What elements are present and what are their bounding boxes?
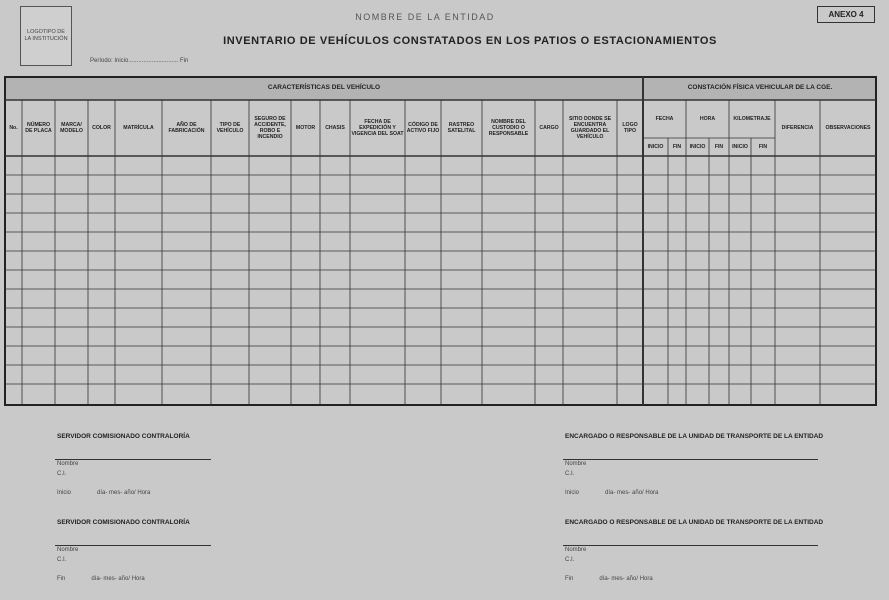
- column-subheader: FIN: [714, 143, 724, 150]
- signature-name-label: Nombre: [57, 461, 79, 467]
- signature-name-label: Nombre: [57, 547, 79, 553]
- column-subheader: INICIO: [732, 143, 748, 150]
- signature-line: [563, 545, 818, 546]
- column-header: FECHA DE EXPEDICIÓN Y VIGENCIA DEL SOAT: [351, 118, 404, 138]
- signature-title: SERVIDOR COMISIONADO CONTRALORÍA: [57, 519, 190, 526]
- column-header: NÚMERO DE PLACA: [25, 121, 52, 134]
- signature-title: SERVIDOR COMISIONADO CONTRALORÍA: [57, 433, 190, 440]
- entity-name: NOMBRE DE LA ENTIDAD: [355, 12, 495, 22]
- signature-name-label: Nombre: [565, 461, 587, 467]
- column-subheader: FIN: [672, 143, 682, 150]
- column-header: NOMBRE DEL CUSTODIO O RESPONSABLE: [488, 118, 529, 138]
- column-header: AÑO DE FABRICACIÓN: [168, 121, 205, 134]
- signature-date-line: Fin día- mes- año/ Hora: [57, 576, 145, 582]
- column-header: CÓDIGO DE ACTIVO FIJO: [406, 121, 440, 134]
- signature-title: ENCARGADO O RESPONSABLE DE LA UNIDAD DE TRANSPORTE DE LA ENTIDAD: [565, 433, 824, 440]
- column-header: COLOR: [92, 124, 111, 131]
- column-header: MARCA/ MODELO: [60, 121, 83, 134]
- column-header: CHASIS: [325, 124, 345, 131]
- column-header: TIPO DE VEHÍCULO: [216, 121, 244, 134]
- signature-ci-label: C.I.: [57, 557, 67, 563]
- column-header: SEGURO DE ACCIDENTE, ROBO E INCENDIO: [254, 115, 286, 141]
- signature-date-line: Inicio día- mes- año/ Hora: [57, 490, 151, 496]
- column-subheader: INICIO: [647, 143, 664, 150]
- period-line: Período: Inicio.............................. Fin: [90, 58, 189, 64]
- column-header: OBSERVACIONES: [825, 124, 871, 131]
- signature-ci-label: C.I.: [565, 557, 575, 563]
- signature-line: [55, 545, 211, 546]
- column-group-header: FECHA: [655, 115, 674, 122]
- signature-name-label: Nombre: [565, 547, 587, 553]
- signature-date-line: Fin día- mes- año/ Hora: [565, 576, 653, 582]
- signature-ci-label: C.I.: [565, 471, 575, 477]
- column-group-header: HORA: [699, 115, 716, 122]
- column-group-header: KILOMETRAJE: [733, 115, 771, 122]
- page-title: INVENTARIO DE VEHÍCULOS CONSTATADOS EN LOS PATIOS O ESTACIONAMIENTOS: [223, 35, 717, 47]
- column-subheader: FIN: [758, 143, 768, 150]
- column-header: MATRÍCULA: [123, 124, 154, 131]
- column-header: MOTOR: [295, 124, 316, 131]
- signature-line: [563, 459, 818, 460]
- column-header: RASTREO SATELITAL: [447, 121, 476, 134]
- signature-date-line: Inicio día- mes- año/ Hora: [565, 490, 659, 496]
- signature-line: [55, 459, 211, 460]
- column-header: DIFERENCIA: [781, 124, 814, 131]
- column-subheader: INICIO: [689, 143, 706, 150]
- column-header: LOGO TIPO: [622, 121, 638, 134]
- annex-badge: ANEXO 4: [817, 6, 875, 23]
- institution-logo-placeholder: LOGOTIPO DE LA INSTITUCIÓN: [20, 6, 72, 66]
- column-header: No.: [9, 124, 18, 131]
- signature-ci-label: C.I.: [57, 471, 67, 477]
- column-header: SITIO DONDE SE ENCUENTRA GUARDADO EL VEHÍCULO: [568, 115, 612, 141]
- signature-title: ENCARGADO O RESPONSABLE DE LA UNIDAD DE TRANSPORTE DE LA ENTIDAD: [565, 519, 824, 526]
- section-header-characteristics: CARACTERÍSTICAS DEL VEHÍCULO: [267, 83, 381, 91]
- column-header: CARGO: [539, 124, 559, 131]
- section-header-physical-check: CONSTACIÓN FÍSICA VEHICULAR DE LA CGE.: [687, 83, 833, 91]
